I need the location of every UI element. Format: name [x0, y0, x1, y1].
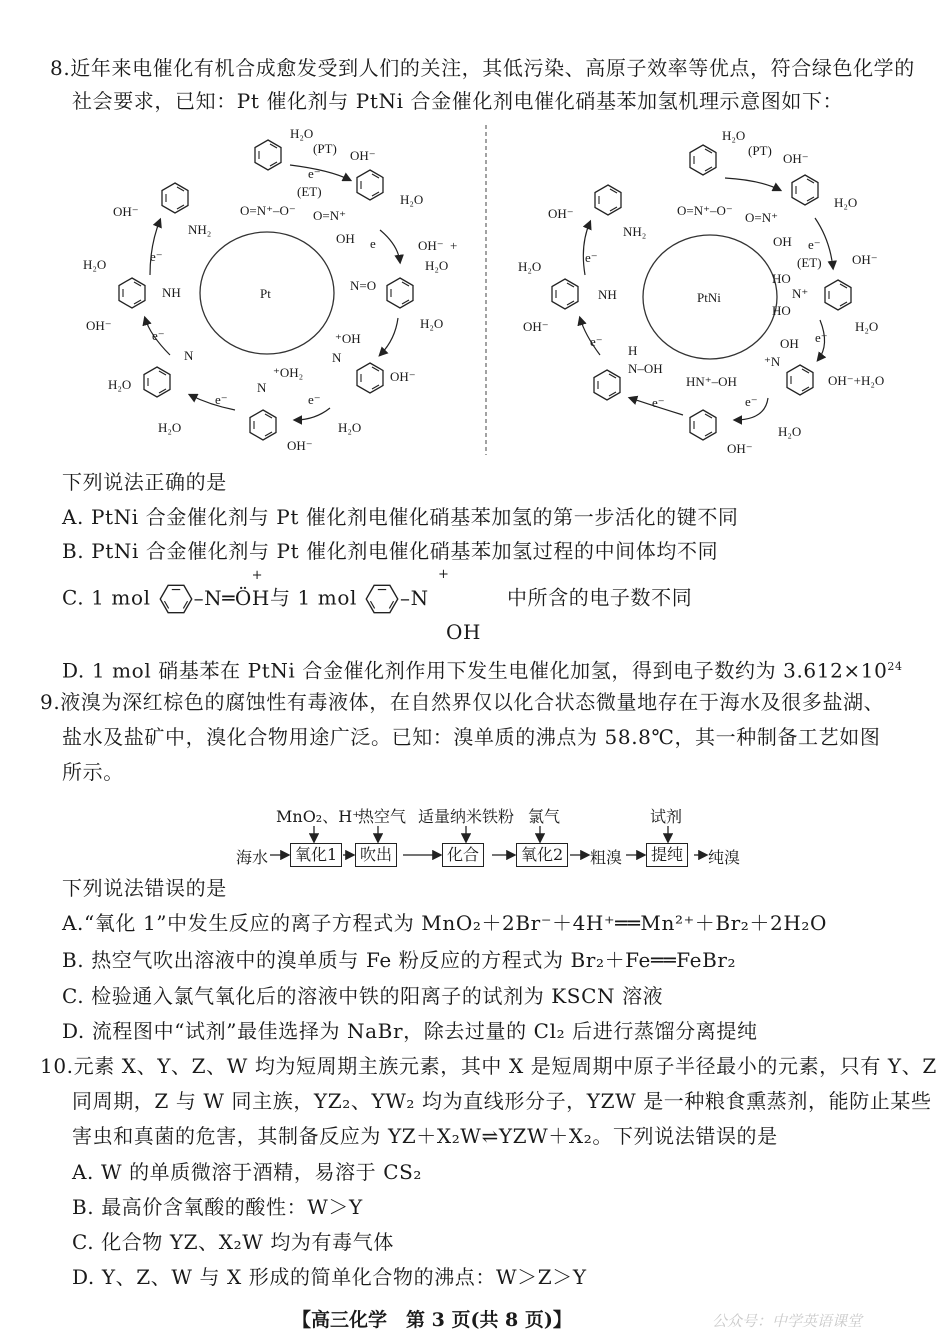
svg-text:O=N⁺–O⁻: O=N⁺–O⁻ [240, 203, 296, 218]
plus-charge-2: + [437, 566, 450, 582]
svg-text:OH⁻: OH⁻ [727, 441, 753, 456]
input-reagent: 试剂 [650, 807, 683, 826]
svg-text:(PT): (PT) [748, 143, 772, 158]
svg-text:H: H [628, 343, 638, 358]
q9-stem-line2: 盐水及盐矿中，溴化合物用途广泛。已知：溴单质的沸点为 58.8℃，其一种制备工艺如图 [62, 725, 881, 749]
svg-text:e⁻: e⁻ [585, 250, 598, 265]
q9-option-a[interactable]: A.“氧化 1”中发生反应的离子方程式为 MnO₂＋2Br⁻＋4H⁺══Mn²⁺＋Br₂＋2H₂O [62, 911, 827, 935]
svg-text:H₂O: H₂O [425, 258, 449, 273]
svg-text:OH⁻: OH⁻ [350, 148, 376, 163]
q9-option-d[interactable]: D. 流程图中“试剂”最佳选择为 NaBr，除去过量的 Cl₂ 后进行蒸馏分离提纯 [62, 1019, 758, 1043]
svg-text:OH⁻: OH⁻ [548, 206, 574, 221]
q10-option-d[interactable]: D. Y、Z、W 与 X 形成的简单化合物的沸点：W＞Z＞Y [72, 1265, 587, 1289]
svg-text:H₂O: H₂O [855, 319, 879, 334]
step-purify: 提纯 [646, 843, 688, 867]
svg-text:OH⁻: OH⁻ [523, 319, 549, 334]
svg-text:NH₂: NH₂ [188, 222, 212, 237]
input-iron-powder: 适量纳米铁粉 [418, 807, 515, 826]
structure-2-n: –N [399, 585, 429, 610]
svg-text:O=N⁺: O=N⁺ [745, 210, 778, 225]
svg-text:OH⁻: OH⁻ [783, 151, 809, 166]
svg-text:H₂O: H₂O [83, 257, 107, 272]
structure-1 [193, 567, 270, 610]
q10-option-a[interactable]: A. W 的单质微溶于酒精，易溶于 CS₂ [72, 1160, 423, 1184]
svg-text:e⁻: e⁻ [745, 394, 758, 409]
svg-text:HO: HO [772, 271, 791, 286]
svg-text:H₂O: H₂O [518, 259, 542, 274]
q10-stem-line3: 害虫和真菌的危害，其制备反应为 YZ＋X₂W⇌YZW＋X₂。下列说法错误的是 [72, 1124, 778, 1148]
svg-text:H₂O: H₂O [834, 195, 858, 210]
svg-text:HO: HO [772, 303, 791, 318]
option-c-prefix: C. 1 mol [62, 585, 151, 610]
svg-text:OH⁻: OH⁻ [418, 238, 444, 253]
svg-text:N: N [332, 350, 342, 365]
svg-text:OH⁻: OH⁻ [86, 318, 112, 333]
svg-text:e⁻: e⁻ [215, 392, 228, 407]
q8-option-a[interactable]: A. PtNi 合金催化剂与 Pt 催化剂电催化硝基苯加氢的第一步活化的键不同 [62, 505, 739, 529]
svg-text:OH: OH [773, 234, 792, 249]
svg-text:H₂O: H₂O [722, 128, 746, 143]
svg-text:H₂O: H₂O [108, 377, 132, 392]
flow-arrows [0, 820, 950, 870]
q8-stem-line1: 8.近年来电催化有机合成愈发受到人们的关注，其低污染、高原子效率等优点，符合绿色化学的 [50, 56, 915, 80]
q9-stem-line3: 所示。 [62, 760, 124, 784]
step-oxidation-2: 氧化2 [516, 843, 568, 867]
watermark: 公众号：中学英语课堂 [712, 1312, 863, 1330]
q10-option-c[interactable]: C. 化合物 YZ、X₂W 均为有毒气体 [72, 1230, 394, 1254]
svg-text:OH⁻: OH⁻ [390, 369, 416, 384]
option-d-text: D. 1 mol 硝基苯在 PtNi 合金催化剂作用下发生电催化加氢，得到电子数约为 3.612×10 [62, 658, 888, 683]
svg-text:N: N [184, 348, 194, 363]
svg-text:OH: OH [336, 231, 355, 246]
svg-text:H₂O: H₂O [338, 420, 362, 435]
svg-text:⁺OH: ⁺OH [335, 331, 361, 346]
ptni-label: PtNi [697, 290, 721, 305]
svg-text:OH⁻: OH⁻ [852, 252, 878, 267]
structure-2-oh: OH [445, 619, 482, 644]
q8-option-d[interactable] [62, 654, 903, 684]
svg-text:NH: NH [598, 287, 617, 302]
input-mno2: MnO₂、H⁺ [276, 807, 361, 826]
end-pure-bromine: 纯溴 [708, 848, 741, 867]
benzene-ring-icon [364, 583, 400, 615]
q10-option-b[interactable]: B. 最高价含氧酸的酸性：W＞Y [72, 1195, 363, 1219]
svg-text:OH⁻+H₂O: OH⁻+H₂O [828, 373, 885, 388]
svg-text:e⁻: e⁻ [152, 328, 165, 343]
svg-text:(ET): (ET) [797, 255, 822, 270]
q9-option-b[interactable]: B. 热空气吹出溶液中的溴单质与 Fe 粉反应的方程式为 Br₂＋Fe══FeBr₂ [62, 948, 737, 972]
svg-text:e⁻: e⁻ [308, 166, 321, 181]
page-footer: 【高三化学 第 3 页(共 8 页)】 [292, 1309, 572, 1331]
svg-text:e⁻: e⁻ [815, 330, 828, 345]
mechanism-diagram [0, 115, 950, 465]
q10-stem-line1: 10.元素 X、Y、Z、W 均为短周期主族元素，其中 X 是短周期中原子半径最小的元素，只有 Y、Z [40, 1054, 937, 1078]
structure-1-text: –N═ÖH [193, 585, 270, 610]
svg-text:OH⁻: OH⁻ [287, 438, 313, 453]
q9-option-c[interactable]: C. 检验通入氯气氧化后的溶液中铁的阳离子的试剂为 KSCN 溶液 [62, 984, 664, 1008]
pt-label: Pt [260, 286, 271, 301]
structure-2 [399, 566, 500, 644]
option-c-suffix: 中所含的电子数不同 [506, 585, 693, 610]
svg-text:H₂O: H₂O [420, 316, 444, 331]
svg-text:e⁻: e⁻ [308, 392, 321, 407]
svg-text:O=N⁺: O=N⁺ [313, 208, 346, 223]
svg-text:NH₂: NH₂ [623, 224, 647, 239]
svg-text:H₂O: H₂O [400, 192, 424, 207]
q9-prompt: 下列说法错误的是 [62, 876, 227, 900]
svg-text:(ET): (ET) [297, 184, 322, 199]
svg-text:N: N [257, 380, 267, 395]
svg-text:O=N⁺–O⁻: O=N⁺–O⁻ [677, 203, 733, 218]
option-c-mid: 与 1 mol [269, 585, 357, 610]
q8-option-b[interactable]: B. PtNi 合金催化剂与 Pt 催化剂电催化硝基苯加氢过程的中间体均不同 [62, 539, 719, 563]
start-seawater: 海水 [236, 848, 269, 867]
step-blow-out: 吹出 [355, 843, 397, 867]
svg-text:e: e [370, 236, 376, 251]
svg-text:+: + [450, 238, 458, 253]
q9-stem-line1: 9.液溴为深红棕色的腐蚀性有毒液体，在自然界仅以化合状态微量地存在于海水及很多盐湖、 [40, 690, 885, 714]
svg-text:HN⁺–OH: HN⁺–OH [686, 374, 737, 389]
svg-text:N–OH: N–OH [628, 361, 663, 376]
step-oxidation-1: 氧化1 [290, 843, 342, 867]
crude-bromine: 粗溴 [590, 848, 623, 867]
option-d-exponent: 24 [887, 660, 903, 673]
svg-text:OH: OH [780, 336, 799, 351]
svg-text:N⁺: N⁺ [792, 286, 809, 301]
benzene-ring-icon [158, 583, 194, 615]
q8-option-c[interactable] [62, 566, 693, 644]
svg-text:⁺OH₂: ⁺OH₂ [273, 365, 304, 380]
q8-prompt: 下列说法正确的是 [62, 470, 227, 494]
svg-text:H₂O: H₂O [158, 420, 182, 435]
svg-text:e⁻: e⁻ [652, 395, 665, 410]
svg-text:N=O: N=O [350, 278, 377, 293]
svg-text:e⁻: e⁻ [150, 249, 163, 264]
q8-stem-line2: 社会要求，已知：Pt 催化剂与 PtNi 合金催化剂电催化硝基苯加氢机理示意图如下： [72, 89, 844, 113]
input-chlorine: 氯气 [528, 807, 561, 826]
svg-text:(PT): (PT) [313, 141, 337, 156]
input-hot-air: 热空气 [358, 807, 407, 826]
svg-text:H₂O: H₂O [778, 424, 802, 439]
svg-text:⁺N: ⁺N [764, 354, 781, 369]
plus-charge-1: + [251, 567, 264, 583]
svg-text:H₂O: H₂O [290, 126, 314, 141]
svg-text:e⁻: e⁻ [590, 334, 603, 349]
svg-text:NH: NH [162, 285, 181, 300]
svg-text:OH⁻: OH⁻ [113, 204, 139, 219]
step-combine: 化合 [442, 843, 484, 867]
svg-text:e⁻: e⁻ [808, 237, 821, 252]
q10-stem-line2: 同周期，Z 与 W 同主族，YZ₂、YW₂ 均为直线形分子，YZW 是一种粮食熏蒸剂，能防止某些 [72, 1089, 932, 1113]
